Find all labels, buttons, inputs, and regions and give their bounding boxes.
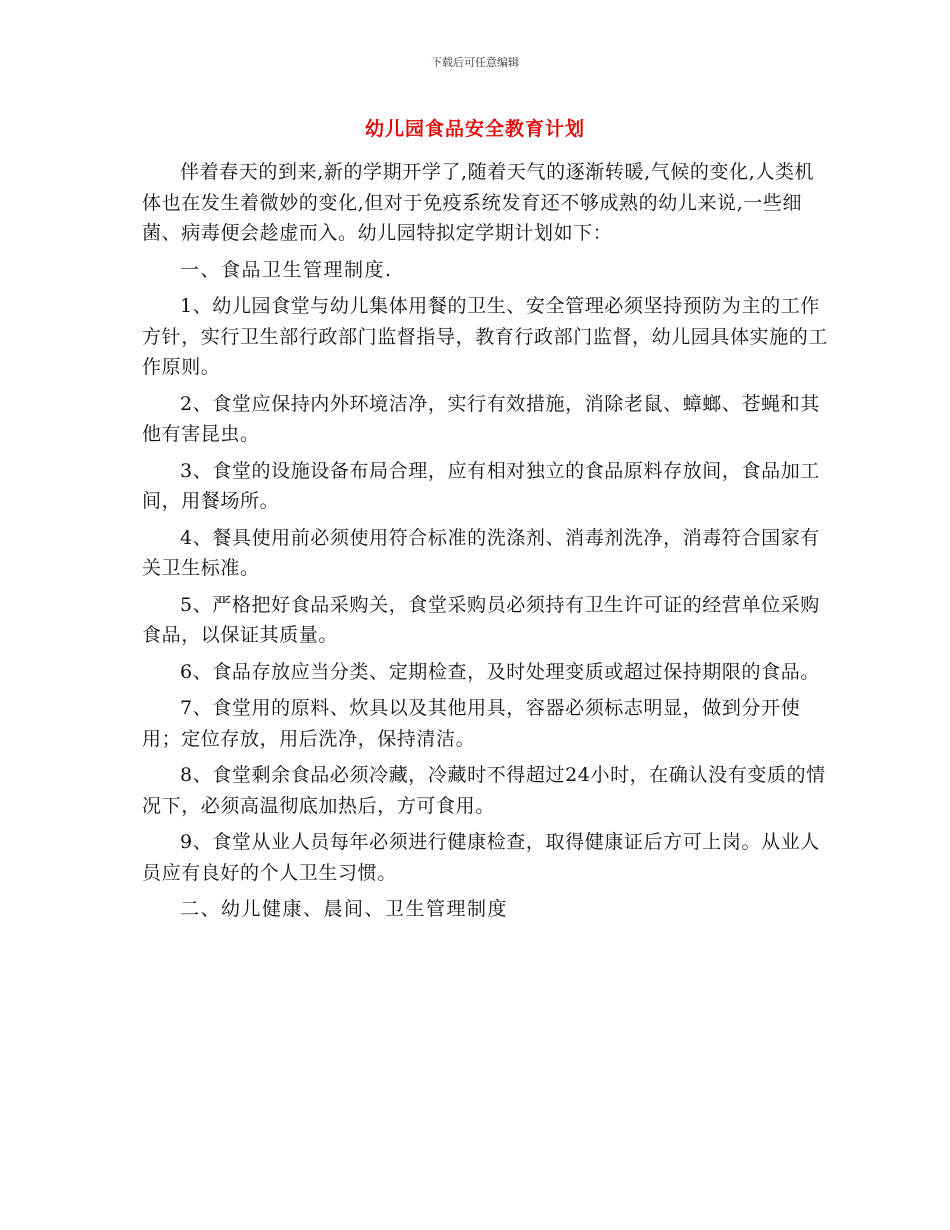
list-item: 2、食堂应保持内外环境洁净，实行有效措施，消除老鼠、蟑螂、苍蝇和其他有害昆虫。 (142, 392, 820, 445)
list-item: 8、食堂剩余食品必须冷藏，冷藏时不得超过24小时，在确认没有变质的情况下，必须高温彻底加热后，方可食用。 (142, 764, 826, 817)
list-item: 4、餐具使用前必须使用符合标准的洗涤剂、消毒剂洗净，消毒符合国家有关卫生标准。 (142, 526, 820, 579)
list-item: 1、幼儿园食堂与幼儿集体用餐的卫生、安全管理必须坚持预防为主的工作方针，实行卫生部行政部门监督指导，教育行政部门监督，幼儿园具体实施的工作原则。 (142, 295, 829, 378)
list-item: 3、食堂的设施设备布局合理，应有相对独立的食品原料存放间，食品加工间，用餐场所。 (142, 459, 820, 512)
list-item: 5、严格把好食品采购关，食堂采购员必须持有卫生许可证的经营单位采购食品，以保证其质量。 (142, 593, 820, 646)
list-item: 9、食堂从业人员每年必须进行健康检查，取得健康证后方可上岗。从业人员应有良好的个人卫生习惯。 (142, 831, 820, 884)
page-header-note: 下载后可任意编辑 (431, 56, 519, 69)
document-body (142, 157, 832, 931)
section-heading-1: 一、食品卫生管理制度. (180, 258, 393, 281)
intro-paragraph: 伴着春天的到来,新的学期开学了,随着天气的逐渐转暖,气候的变化,人类机体也在发生着微妙的变化,但对于免疫系统发育还不够成熟的幼儿来说,一些细菌、病毒便会趁虚而入。幼儿园特拟定学期计划如下： (142, 161, 815, 244)
list-item: 7、食堂用的原料、炊具以及其他用具，容器必须标志明显，做到分开使用；定位存放，用后洗净，保持清洁。 (142, 697, 801, 750)
document-title: 幼儿园食品安全教育计划 (364, 118, 585, 140)
section-heading-2: 二、幼儿健康、晨间、卫生管理制度 (180, 898, 509, 920)
list-item: 6、食品存放应当分类、定期检查，及时处理变质或超过保持期限的食品。 (180, 660, 820, 683)
